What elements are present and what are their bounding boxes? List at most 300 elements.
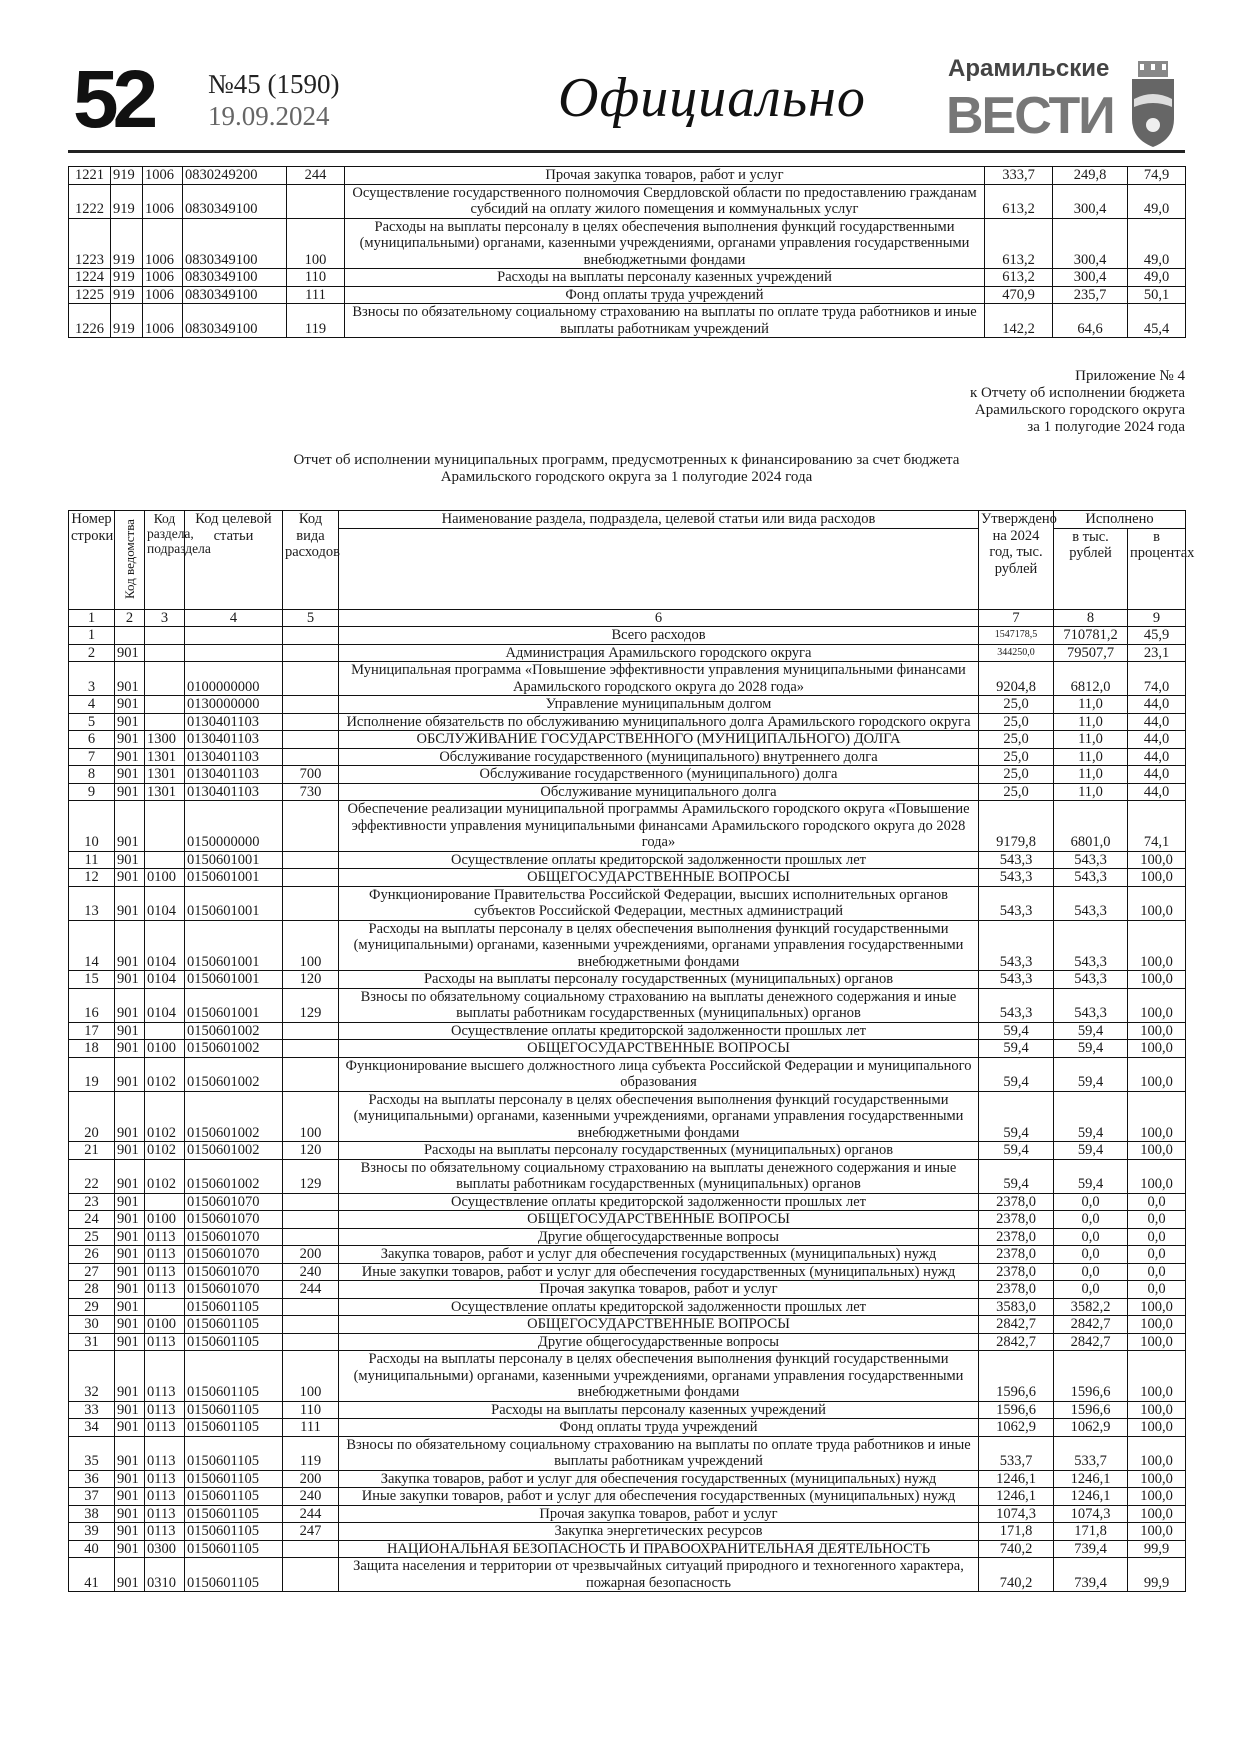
row-number-cell: 30 (69, 1316, 115, 1334)
razd-code-cell: 0102 (145, 1057, 185, 1091)
razd-code-cell: 1301 (145, 783, 185, 801)
razd-code-cell: 0113 (145, 1333, 185, 1351)
table-row (69, 627, 1186, 645)
description-cell: НАЦИОНАЛЬНАЯ БЕЗОПАСНОСТЬ И ПРАВООХРАНИТЕЛЬНАЯ ДЕЯТЕЛЬНОСТЬ (339, 1540, 979, 1558)
vid-code-cell (283, 1298, 339, 1316)
tsel-code-cell: 0150601105 (185, 1470, 283, 1488)
row-number-cell: 28 (69, 1281, 115, 1299)
tsel-code-cell: 0150601070 (185, 1193, 283, 1211)
table-row (69, 1351, 1186, 1402)
vid-code-cell: 120 (283, 971, 339, 989)
approved-cell: 1547178,5 (979, 627, 1054, 645)
header-utv: Утверждено на 2024 год, тыс. рублей (979, 511, 1054, 610)
approved-cell: 9204,8 (979, 662, 1054, 696)
ved-code-cell: 901 (115, 1558, 145, 1592)
executed-amount-cell: 2842,7 (1054, 1333, 1128, 1351)
table-row (69, 869, 1186, 887)
executed-amount-cell: 2842,7 (1054, 1316, 1128, 1334)
tsel-code-cell: 0100000000 (185, 662, 283, 696)
table-row (69, 988, 1186, 1022)
table-row (69, 1558, 1186, 1592)
row-number-cell: 6 (69, 731, 115, 749)
ved-code-cell: 901 (115, 1401, 145, 1419)
ved-code-cell: 901 (115, 731, 145, 749)
column-number: 5 (283, 609, 339, 627)
tsel-code-cell: 0150601105 (185, 1419, 283, 1437)
appendix-line: к Отчету об исполнении бюджета (969, 385, 1185, 401)
description-cell: Другие общегосударственные вопросы (339, 1333, 979, 1351)
approved-cell: 59,4 (979, 1057, 1054, 1091)
approved-cell: 25,0 (979, 748, 1054, 766)
table-row (69, 766, 1186, 784)
issue-date: 19.09.2024 (208, 101, 330, 131)
table-row (69, 783, 1186, 801)
ved-code-cell: 901 (115, 1470, 145, 1488)
row-number-cell: 8 (69, 766, 115, 784)
description-cell: Расходы на выплаты персоналу в целях обеспечения выполнения функций государственными (муниципальными) органами, казенными учреждениями, органами управления государственными внебюджетными фондами (339, 1351, 979, 1402)
razd-code-cell (145, 696, 185, 714)
table-row (69, 644, 1186, 662)
razd-code-cell (145, 1022, 185, 1040)
executed-amount-cell: 0,0 (1054, 1246, 1128, 1264)
description-cell: Иные закупки товаров, работ и услуг для обеспечения государственных (муниципальных) нужд (339, 1488, 979, 1506)
row-number-cell: 11 (69, 851, 115, 869)
vid-code-cell: 119 (283, 1436, 339, 1470)
razd-code-cell: 0113 (145, 1488, 185, 1506)
row-number-cell: 1225 (69, 286, 111, 304)
ved-code-cell: 901 (115, 1159, 145, 1193)
approved-cell: 2378,0 (979, 1193, 1054, 1211)
executed-percent-cell: 100,0 (1128, 1419, 1186, 1437)
razd-code-cell: 0310 (145, 1558, 185, 1592)
vid-code-cell: 244 (283, 1505, 339, 1523)
column-number: 2 (115, 609, 145, 627)
ved-code-cell: 901 (115, 696, 145, 714)
ved-code-cell: 901 (115, 1142, 145, 1160)
tsel-code-cell: 0150601105 (185, 1505, 283, 1523)
ved-code-cell: 901 (115, 783, 145, 801)
header-tys: в тыс. рублей (1054, 528, 1128, 609)
razd-code-cell: 0113 (145, 1246, 185, 1264)
tsel-code-cell: 0150601001 (185, 920, 283, 971)
vid-code-cell: 111 (283, 1419, 339, 1437)
approved-cell: 543,3 (979, 886, 1054, 920)
executed-percent-cell: 100,0 (1128, 1040, 1186, 1058)
approved-cell: 543,3 (979, 851, 1054, 869)
description-cell: Функционирование высшего должностного лица субъекта Российской Федерации и муниципального образования (339, 1057, 979, 1091)
ved-code-cell: 901 (115, 766, 145, 784)
description-cell: Администрация Арамильского городского округа (339, 644, 979, 662)
executed-amount-cell: 300,4 (1053, 269, 1128, 287)
vid-code-cell: 730 (283, 783, 339, 801)
approved-cell: 470,9 (985, 286, 1053, 304)
row-number-cell: 1226 (69, 304, 111, 338)
header-name: Наименование раздела, подраздела, целевой статьи или вида расходов (339, 511, 979, 529)
header-ispolneno: Исполнено (1054, 511, 1186, 529)
executed-percent-cell: 0,0 (1128, 1246, 1186, 1264)
tsel-code-cell: 0150601001 (185, 869, 283, 887)
row-number-cell: 23 (69, 1193, 115, 1211)
executed-percent-cell: 100,0 (1128, 1523, 1186, 1541)
ved-code-cell: 901 (115, 851, 145, 869)
header-razd: Код раздела, подраздела (145, 511, 185, 610)
row-number-cell: 26 (69, 1246, 115, 1264)
executed-amount-cell: 739,4 (1054, 1558, 1128, 1592)
description-cell: Защита населения и территории от чрезвычайных ситуаций природного и техногенного характера, пожарная безопасность (339, 1558, 979, 1592)
approved-cell: 543,3 (979, 920, 1054, 971)
executed-amount-cell: 0,0 (1054, 1228, 1128, 1246)
description-cell: Всего расходов (339, 627, 979, 645)
executed-percent-cell: 74,0 (1128, 662, 1186, 696)
table-row (69, 167, 1186, 185)
tsel-code-cell: 0150601105 (185, 1488, 283, 1506)
table-row (69, 1057, 1186, 1091)
table-row (69, 1022, 1186, 1040)
tsel-code-cell: 0830349100 (183, 184, 287, 218)
executed-amount-cell: 11,0 (1054, 748, 1128, 766)
column-number: 8 (1054, 609, 1128, 627)
razd-code-cell: 0102 (145, 1091, 185, 1142)
vid-code-cell (283, 1228, 339, 1246)
razd-code-cell: 0100 (145, 1211, 185, 1229)
description-cell: Прочая закупка товаров, работ и услуг (339, 1281, 979, 1299)
executed-amount-cell: 171,8 (1054, 1523, 1128, 1541)
razd-code-cell: 0300 (145, 1540, 185, 1558)
executed-percent-cell: 44,0 (1128, 731, 1186, 749)
column-number: 3 (145, 609, 185, 627)
tsel-code-cell: 0130000000 (185, 696, 283, 714)
executed-percent-cell: 49,0 (1128, 269, 1186, 287)
executed-amount-cell: 11,0 (1054, 713, 1128, 731)
executed-percent-cell: 100,0 (1128, 1470, 1186, 1488)
table-row (69, 886, 1186, 920)
ved-code-cell: 919 (111, 269, 143, 287)
row-number-cell: 7 (69, 748, 115, 766)
razd-code-cell: 1300 (145, 731, 185, 749)
ved-code-cell: 901 (115, 1488, 145, 1506)
tsel-code-cell: 0150601002 (185, 1022, 283, 1040)
executed-percent-cell: 74,1 (1128, 801, 1186, 852)
approved-cell: 2378,0 (979, 1211, 1054, 1229)
vid-code-cell (283, 662, 339, 696)
issue-number: №45 (1590) (208, 69, 340, 99)
executed-amount-cell: 64,6 (1053, 304, 1128, 338)
header-pct: в процентах (1128, 528, 1186, 609)
row-number-cell: 35 (69, 1436, 115, 1470)
executed-percent-cell: 44,0 (1128, 783, 1186, 801)
ved-code-cell: 901 (115, 1316, 145, 1334)
ved-code-cell: 901 (115, 886, 145, 920)
approved-cell: 2378,0 (979, 1228, 1054, 1246)
executed-percent-cell: 0,0 (1128, 1211, 1186, 1229)
ved-code-cell: 901 (115, 1333, 145, 1351)
executed-amount-cell: 543,3 (1054, 920, 1128, 971)
approved-cell: 344250,0 (979, 644, 1054, 662)
description-cell: Осуществление оплаты кредиторской задолженности прошлых лет (339, 1193, 979, 1211)
description-cell: Расходы на выплаты персоналу казенных учреждений (345, 269, 985, 287)
ved-code-cell: 901 (115, 1540, 145, 1558)
column-number: 1 (69, 609, 115, 627)
row-number-cell: 2 (69, 644, 115, 662)
coat-of-arms-icon (1128, 59, 1178, 149)
ved-code-cell: 901 (115, 971, 145, 989)
vid-code-cell: 200 (283, 1470, 339, 1488)
description-cell: Взносы по обязательному социальному страхованию на выплаты по оплате труда работников и иные выплаты работникам учреждений (339, 1436, 979, 1470)
executed-amount-cell: 11,0 (1054, 696, 1128, 714)
executed-amount-cell: 543,3 (1054, 988, 1128, 1022)
vid-code-cell: 240 (283, 1263, 339, 1281)
table-row (69, 731, 1186, 749)
row-number-cell: 25 (69, 1228, 115, 1246)
approved-cell: 1246,1 (979, 1488, 1054, 1506)
tsel-code-cell: 0150601105 (185, 1558, 283, 1592)
table-row (69, 920, 1186, 971)
tsel-code-cell: 0150601105 (185, 1540, 283, 1558)
razd-code-cell: 1301 (145, 766, 185, 784)
executed-percent-cell: 44,0 (1128, 713, 1186, 731)
vid-code-cell: 244 (283, 1281, 339, 1299)
razd-code-cell: 0100 (145, 1316, 185, 1334)
header-name-blank (339, 528, 979, 609)
table-row (69, 1488, 1186, 1506)
executed-percent-cell: 100,0 (1128, 1298, 1186, 1316)
ved-code-cell: 901 (115, 1091, 145, 1142)
continued-table (68, 166, 1186, 338)
description-cell: Прочая закупка товаров, работ и услуг (339, 1505, 979, 1523)
table-row (69, 1316, 1186, 1334)
executed-percent-cell: 100,0 (1128, 1159, 1186, 1193)
executed-amount-cell: 59,4 (1054, 1091, 1128, 1142)
header-row-number: Номер строки (69, 511, 115, 610)
description-cell: Взносы по обязательному социальному страхованию на выплаты денежного содержания и иные выплаты работникам государственных (муниципальных) органов (339, 1159, 979, 1193)
approved-cell: 2378,0 (979, 1263, 1054, 1281)
executed-percent-cell: 0,0 (1128, 1228, 1186, 1246)
table-row (69, 1193, 1186, 1211)
description-cell: ОБЩЕГОСУДАРСТВЕННЫЕ ВОПРОСЫ (339, 869, 979, 887)
ved-code-cell: 901 (115, 1228, 145, 1246)
tsel-code-cell (185, 644, 283, 662)
vid-code-cell (283, 627, 339, 645)
vid-code-cell: 110 (287, 269, 345, 287)
table-row (69, 1159, 1186, 1193)
executed-amount-cell: 0,0 (1054, 1263, 1128, 1281)
approved-cell: 142,2 (985, 304, 1053, 338)
description-cell: Обеспечение реализации муниципальной программы Арамильского городского округа «Повышение эффективности управления муниципальными финансами Арамильского городского округа до 2028 года» (339, 801, 979, 852)
razd-code-cell: 0104 (145, 920, 185, 971)
executed-amount-cell: 235,7 (1053, 286, 1128, 304)
table-row (69, 1040, 1186, 1058)
executed-amount-cell: 11,0 (1054, 783, 1128, 801)
description-cell: Осуществление оплаты кредиторской задолженности прошлых лет (339, 851, 979, 869)
row-number-cell: 14 (69, 920, 115, 971)
ved-code-cell: 901 (115, 1211, 145, 1229)
vid-code-cell: 111 (287, 286, 345, 304)
description-cell: Другие общегосударственные вопросы (339, 1228, 979, 1246)
executed-percent-cell: 100,0 (1128, 1351, 1186, 1402)
row-number-cell: 41 (69, 1558, 115, 1592)
ved-code-cell: 901 (115, 869, 145, 887)
executed-amount-cell: 79507,7 (1054, 644, 1128, 662)
row-number-cell: 29 (69, 1298, 115, 1316)
tsel-code-cell: 0150601002 (185, 1057, 283, 1091)
tsel-code-cell: 0150601070 (185, 1246, 283, 1264)
executed-amount-cell: 533,7 (1054, 1436, 1128, 1470)
ved-code-cell: 919 (111, 304, 143, 338)
vid-code-cell: 110 (283, 1401, 339, 1419)
ved-code-cell: 901 (115, 1298, 145, 1316)
razd-code-cell: 0113 (145, 1419, 185, 1437)
approved-cell: 543,3 (979, 869, 1054, 887)
table-row (69, 851, 1186, 869)
row-number-cell: 1223 (69, 218, 111, 269)
approved-cell: 1246,1 (979, 1470, 1054, 1488)
row-number-cell: 4 (69, 696, 115, 714)
section-rubric: Официально (558, 67, 866, 129)
row-number-cell: 16 (69, 988, 115, 1022)
executed-amount-cell: 59,4 (1054, 1040, 1128, 1058)
description-cell: Обслуживание государственного (муниципального) долга (339, 766, 979, 784)
tsel-code-cell: 0150601070 (185, 1263, 283, 1281)
approved-cell: 740,2 (979, 1540, 1054, 1558)
executed-percent-cell: 49,0 (1128, 184, 1186, 218)
razd-code-cell: 0104 (145, 886, 185, 920)
approved-cell: 740,2 (979, 1558, 1054, 1592)
ved-code-cell: 901 (115, 1246, 145, 1264)
tsel-code-cell: 0830349100 (183, 304, 287, 338)
tsel-code-cell: 0150601105 (185, 1298, 283, 1316)
tsel-code-cell: 0150601001 (185, 971, 283, 989)
executed-amount-cell: 300,4 (1053, 218, 1128, 269)
vid-code-cell (283, 713, 339, 731)
executed-amount-cell: 249,8 (1053, 167, 1128, 185)
executed-amount-cell: 1246,1 (1054, 1488, 1128, 1506)
executed-amount-cell: 11,0 (1054, 766, 1128, 784)
header-ved (115, 511, 145, 610)
column-number-row (69, 609, 1186, 627)
appendix-note (970, 368, 1185, 436)
table-row (69, 1419, 1186, 1437)
table-row (69, 269, 1186, 287)
ved-code-cell: 919 (111, 167, 143, 185)
description-cell: Осуществление государственного полномочия Свердловской области по предоставлению гражданам субсидий на оплату жилого помещения и коммунальных услуг (345, 184, 985, 218)
executed-percent-cell: 100,0 (1128, 971, 1186, 989)
approved-cell: 1596,6 (979, 1351, 1054, 1402)
executed-amount-cell: 59,4 (1054, 1022, 1128, 1040)
approved-cell: 171,8 (979, 1523, 1054, 1541)
ved-code-cell: 919 (111, 218, 143, 269)
vid-code-cell (283, 1540, 339, 1558)
vid-code-cell: 200 (283, 1246, 339, 1264)
razd-code-cell: 0113 (145, 1351, 185, 1402)
approved-cell: 613,2 (985, 184, 1053, 218)
vid-code-cell (283, 644, 339, 662)
razd-code-cell: 1301 (145, 748, 185, 766)
table-row (69, 1333, 1186, 1351)
row-number-cell: 3 (69, 662, 115, 696)
approved-cell: 613,2 (985, 269, 1053, 287)
executed-percent-cell: 44,0 (1128, 748, 1186, 766)
description-cell: Закупка энергетических ресурсов (339, 1523, 979, 1541)
executed-amount-cell: 543,3 (1054, 886, 1128, 920)
ved-code-cell: 901 (115, 1040, 145, 1058)
razd-code-cell: 0113 (145, 1436, 185, 1470)
razd-code-cell (145, 627, 185, 645)
row-number-cell: 15 (69, 971, 115, 989)
report-title-line: Арамильского городского округа за 1 полугодие 2024 года (440, 469, 813, 485)
executed-percent-cell: 100,0 (1128, 1333, 1186, 1351)
executed-percent-cell: 100,0 (1128, 1142, 1186, 1160)
description-cell: Расходы на выплаты персоналу в целях обеспечения выполнения функций государственными (муниципальными) органами, казенными учреждениями, органами управления государственными внебюджетными фондами (345, 218, 985, 269)
vid-code-cell: 129 (283, 988, 339, 1022)
description-cell: Взносы по обязательному социальному страхованию на выплаты по оплате труда работников и иные выплаты работникам учреждений (345, 304, 985, 338)
page-number: 52 (73, 54, 153, 145)
executed-percent-cell: 99,9 (1128, 1540, 1186, 1558)
description-cell: ОБЩЕГОСУДАРСТВЕННЫЕ ВОПРОСЫ (339, 1040, 979, 1058)
vid-code-cell (287, 184, 345, 218)
header-tsel: Код целевой статьи (185, 511, 283, 610)
description-cell: Исполнение обязательств по обслуживанию муниципального долга Арамильского городского округа (339, 713, 979, 731)
row-number-cell: 37 (69, 1488, 115, 1506)
tsel-code-cell: 0150601105 (185, 1333, 283, 1351)
vid-code-cell (283, 1193, 339, 1211)
executed-percent-cell: 100,0 (1128, 851, 1186, 869)
table-row (69, 286, 1186, 304)
razd-code-cell: 1006 (143, 286, 183, 304)
razd-code-cell (145, 1193, 185, 1211)
razd-code-cell: 0113 (145, 1505, 185, 1523)
tsel-code-cell: 0830249200 (183, 167, 287, 185)
tsel-code-cell: 0830349100 (183, 269, 287, 287)
description-cell: Расходы на выплаты персоналу государственных (муниципальных) органов (339, 971, 979, 989)
razd-code-cell: 1006 (143, 167, 183, 185)
description-cell: Муниципальная программа «Повышение эффективности управления муниципальными финансами Арамильского городского округа до 2028 года» (339, 662, 979, 696)
vid-code-cell (283, 1022, 339, 1040)
row-number-cell: 27 (69, 1263, 115, 1281)
executed-percent-cell: 0,0 (1128, 1281, 1186, 1299)
header-vid: Код вида расходов (283, 511, 339, 610)
vid-code-cell: 100 (287, 218, 345, 269)
razd-code-cell: 0102 (145, 1142, 185, 1160)
row-number-cell: 39 (69, 1523, 115, 1541)
razd-code-cell: 1006 (143, 184, 183, 218)
description-cell: Обслуживание государственного (муниципального) внутреннего долга (339, 748, 979, 766)
executed-percent-cell: 44,0 (1128, 696, 1186, 714)
table-row (69, 1470, 1186, 1488)
vid-code-cell: 244 (287, 167, 345, 185)
razd-code-cell: 0100 (145, 1040, 185, 1058)
executed-percent-cell: 100,0 (1128, 1091, 1186, 1142)
table-row (69, 1091, 1186, 1142)
row-number-cell: 36 (69, 1470, 115, 1488)
approved-cell: 25,0 (979, 783, 1054, 801)
row-number-cell: 33 (69, 1401, 115, 1419)
ved-code-cell: 901 (115, 662, 145, 696)
table-row (69, 1523, 1186, 1541)
description-cell: Обслуживание муниципального долга (339, 783, 979, 801)
executed-percent-cell: 44,0 (1128, 766, 1186, 784)
executed-amount-cell: 1062,9 (1054, 1419, 1128, 1437)
tsel-code-cell: 0130401103 (185, 783, 283, 801)
approved-cell: 543,3 (979, 988, 1054, 1022)
executed-amount-cell: 543,3 (1054, 971, 1128, 989)
tsel-code-cell: 0130401103 (185, 713, 283, 731)
tsel-code-cell: 0150601002 (185, 1159, 283, 1193)
description-cell: Прочая закупка товаров, работ и услуг (345, 167, 985, 185)
approved-cell: 1062,9 (979, 1419, 1054, 1437)
table-row (69, 713, 1186, 731)
tsel-code-cell: 0150601070 (185, 1228, 283, 1246)
executed-percent-cell: 100,0 (1128, 886, 1186, 920)
